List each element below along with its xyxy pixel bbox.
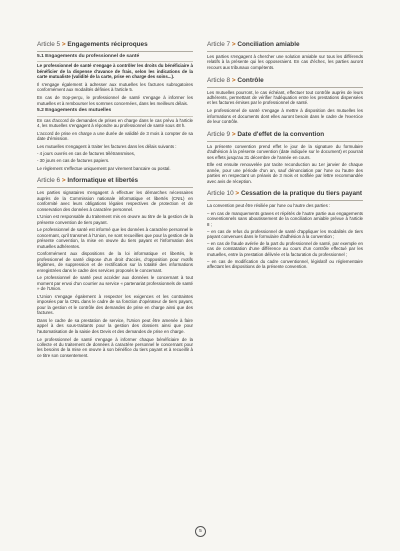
paragraph: Conformément aux dispositions de la loi informatique et libertés, le professionnel de santé dispose d'un droit d'accès, d'opposition pour motifs légitimes, de suppression et de rectification sur la totalité des informations enregistrées dans le cadre des services proposés le concernant. <box>37 251 193 273</box>
paragraph: Il s'engage également à adresser aux mutuelles les factures subrogatoires conformément aux modalités définies à l'article 5. <box>37 81 193 93</box>
article-10-title: Article 10 > Cessation de la pratique du tiers payant <box>207 190 363 201</box>
paragraph: L'accord de prise en charge a une durée de validité de 3 mois à compter de sa date d'émission. <box>37 130 193 142</box>
list-item: – en cas de manquements graves et répétés de l'autre partie aux engagements conventionnels sans aboutissement de la conciliation amiable prévue à l'article 8 ; <box>207 210 363 227</box>
article-8-title: Article 8 > Contrôle <box>207 77 363 88</box>
article-7-title: Article 7 > Conciliation amiable <box>207 41 363 52</box>
termination-list <box>207 211 363 270</box>
paragraph: En cas d'accord de demandes de prises en charge dans le cas prévu à l'article 4, les mutuelles s'engagent à répondre au professionnel de santé sous 48 h. <box>37 117 193 128</box>
section-5-1-title: 5.1 Engagements du professionnel de santé <box>37 54 193 62</box>
paragraph: Le professionnel de santé s'engage à contrôler les droits du bénéficiaire à bénéficier de la dispense d'avance de frais, selon les indications de la carte mutualiste (validité de la carte, prise en charge des soins...). <box>37 63 193 80</box>
paragraph: Le professionnel de santé s'engage à mettre à disposition des mutuelles les informations et documents dont elles auront besoin dans le cadre de l'exercice de leur contrôle. <box>207 108 363 124</box>
paragraph: Le professionnel de santé est informé que les données à caractère personnel le concernant, qu'il transmet à l'Union, ne sont recueillies que pour la gestion de la présente convention, la mise en œuvre du tiers payant et l'information des mutuelles adhérentes. <box>37 227 193 249</box>
list-item: – en cas de refus du professionnel de santé d'appliquer les modalités de tiers payant convenues dans le formulaire d'adhésion à la convention ; <box>207 228 363 240</box>
paragraph: Les parties signataires s'engagent à effectuer les démarches nécessaires auprès de la Commission nationale informatique et libertés (CNIL) en conformité avec leurs obligations légales respectives de protection et de conservation des données à caractère personnel. <box>37 190 193 212</box>
paragraph: L'Union est responsable du traitement mis en œuvre au titre de la gestion de la présente convention de tiers payant. <box>37 214 193 225</box>
paragraph: L'Union s'engage également à respecter les exigences et les contraintes imposées par la CNIL dans le cadre de sa fonction d'opérateur de tiers payant, pour la gestion et le contrôle des demandes de prise en charge ainsi que des factures. <box>37 293 193 316</box>
article-5-title: Article 5 > Engagements réciproques <box>37 41 193 52</box>
paragraph: Les parties s'engagent à chercher une solution amiable sur tous les différends relatifs à la présente qui les opposeraient. En cas d'échec, les parties auront recours aux tribunaux compétents. <box>207 54 363 70</box>
list-item: - 4 jours ouvrés en cas de factures télétransmises, <box>37 151 136 157</box>
paragraph: Les mutuelles pourront, le cas échéant, effectuer tout contrôle auprès de leurs adhérents, permettant de vérifier l'adéquation entre les prestations dispensées et les factures émises par le professionnel de santé. <box>207 89 363 106</box>
paragraph: Dans le cadre de sa prestation de service, l'Union peut être amenée à faire appel à des sous-traitants pour la gestion des dossiers ainsi que pour l'automatisation de la saisie des Devis et des demandes de prise en charge. <box>37 317 193 334</box>
list-item: – en cas de fraude avérée de la part du professionnel de santé, par exemple en cas de constatation d'une différence au cours d'un contrôle effectué par les mutuelles, entre la prestation délivrée et la facturation du professionnel ; <box>207 240 363 257</box>
delay-list <box>37 151 193 163</box>
right-column <box>207 41 363 272</box>
paragraph: Le professionnel de santé peut accéder aux données le concernant à tout moment par envoi d'un courrier au service « partenariat professionnels de santé » de l'Union. <box>37 275 193 292</box>
article-6-title: Article 6 > Informatique et libertés <box>37 177 193 188</box>
paragraph: Elle est ensuite renouvelée par tacite reconduction au 1er janvier de chaque année, pour une période d'un an, sauf dénonciation par l'une ou l'autre des parties en respectant un préavis de 3 mois et notifiée par lettre recommandée avec avis de réception. <box>207 162 363 184</box>
left-column <box>37 41 193 361</box>
section-5-2-title: 5.2 Engagements des mutuelles <box>37 108 193 116</box>
paragraph: La présente convention prend effet le jour de la signature du formulaire d'adhésion à la présente convention (date indiquée sur le document) et pourrait ses effets jusqu'au 31 décembre de l'année en cours. <box>207 143 363 160</box>
paragraph: Le professionnel de santé s'engage à informer chaque bénéficiaire de la collecte et du traitement de données à caractère personnel le concernant pour les besoins de la mise en œuvre à son bénéfice du tiers payant et à recueillir à ce titre son consentement. <box>37 336 193 358</box>
page-number: 5 <box>195 526 206 537</box>
list-item: - 30 jours en cas de factures papiers. <box>37 158 110 164</box>
paragraph: Le règlement s'effectue uniquement par virement bancaire ou postal. <box>37 165 171 171</box>
list-item: – en cas de modification du cadre conventionnel, législatif ou réglementaire affectant les dispositions de la présente convention. <box>207 258 363 270</box>
article-9-title: Article 9 > Date d'effet de la convention <box>207 131 363 142</box>
paragraph: Les mutuelles s'engagent à traiter les factures dans les délais suivants : <box>37 143 177 149</box>
paragraph: La convention peut être résiliée par l'une ou l'autre des parties : <box>207 203 331 209</box>
paragraph: En cas de trop-perçu, le professionnel de santé s'engage à informer les mutuelles et à rembourser les sommes concernées, dans les meilleurs délais. <box>37 95 193 106</box>
